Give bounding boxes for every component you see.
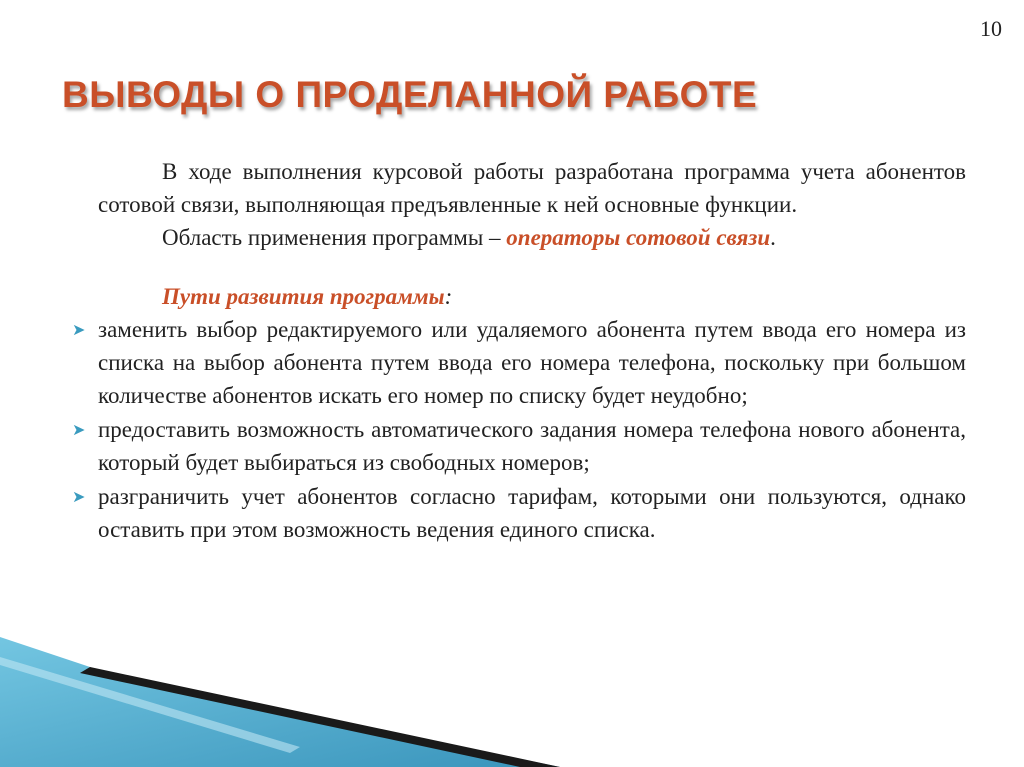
list-item-text: заменить выбор редактируемого или удаляемого абонента путем ввода его номера из списка на выбор абонента путем ввода его номера телефона, поскольку при большом количестве абонентов искать его номер по списку будет неудобно;	[98, 317, 966, 408]
chevron-right-icon: ➤	[72, 420, 86, 439]
slide-body	[72, 155, 966, 547]
paths-heading-colon: :	[444, 284, 453, 309]
paths-heading-text: Пути развития программы	[162, 284, 445, 309]
slide-title: ВЫВОДЫ О ПРОДЕЛАННОЙ РАБОТЕ	[62, 74, 758, 115]
list-item-text: разграничить учет абонентов согласно тарифам, которыми они пользуются, однако оставить при этом возможность ведения единого списка.	[98, 484, 966, 542]
list-item	[72, 413, 966, 479]
chevron-right-icon: ➤	[72, 487, 86, 506]
development-list	[72, 313, 966, 546]
scope-paragraph	[98, 221, 966, 254]
list-item	[72, 480, 966, 546]
chevron-right-icon: ➤	[72, 320, 86, 339]
list-item-text: предоставить возможность автоматического задания номера телефона нового абонента, который будет выбираться из свободных номеров;	[98, 417, 966, 475]
list-item	[72, 313, 966, 412]
decorative-wave	[0, 637, 560, 767]
paths-heading	[98, 280, 966, 313]
scope-highlight: операторы сотовой связи	[506, 225, 771, 250]
page-number: 10	[980, 16, 1002, 41]
scope-suffix: .	[770, 225, 776, 250]
intro-paragraph: В ходе выполнения курсовой работы разработана программа учета абонентов сотовой связи, выполняющая предъявленные к ней основные функции.	[98, 159, 966, 217]
scope-prefix: Область применения программы –	[162, 225, 507, 250]
